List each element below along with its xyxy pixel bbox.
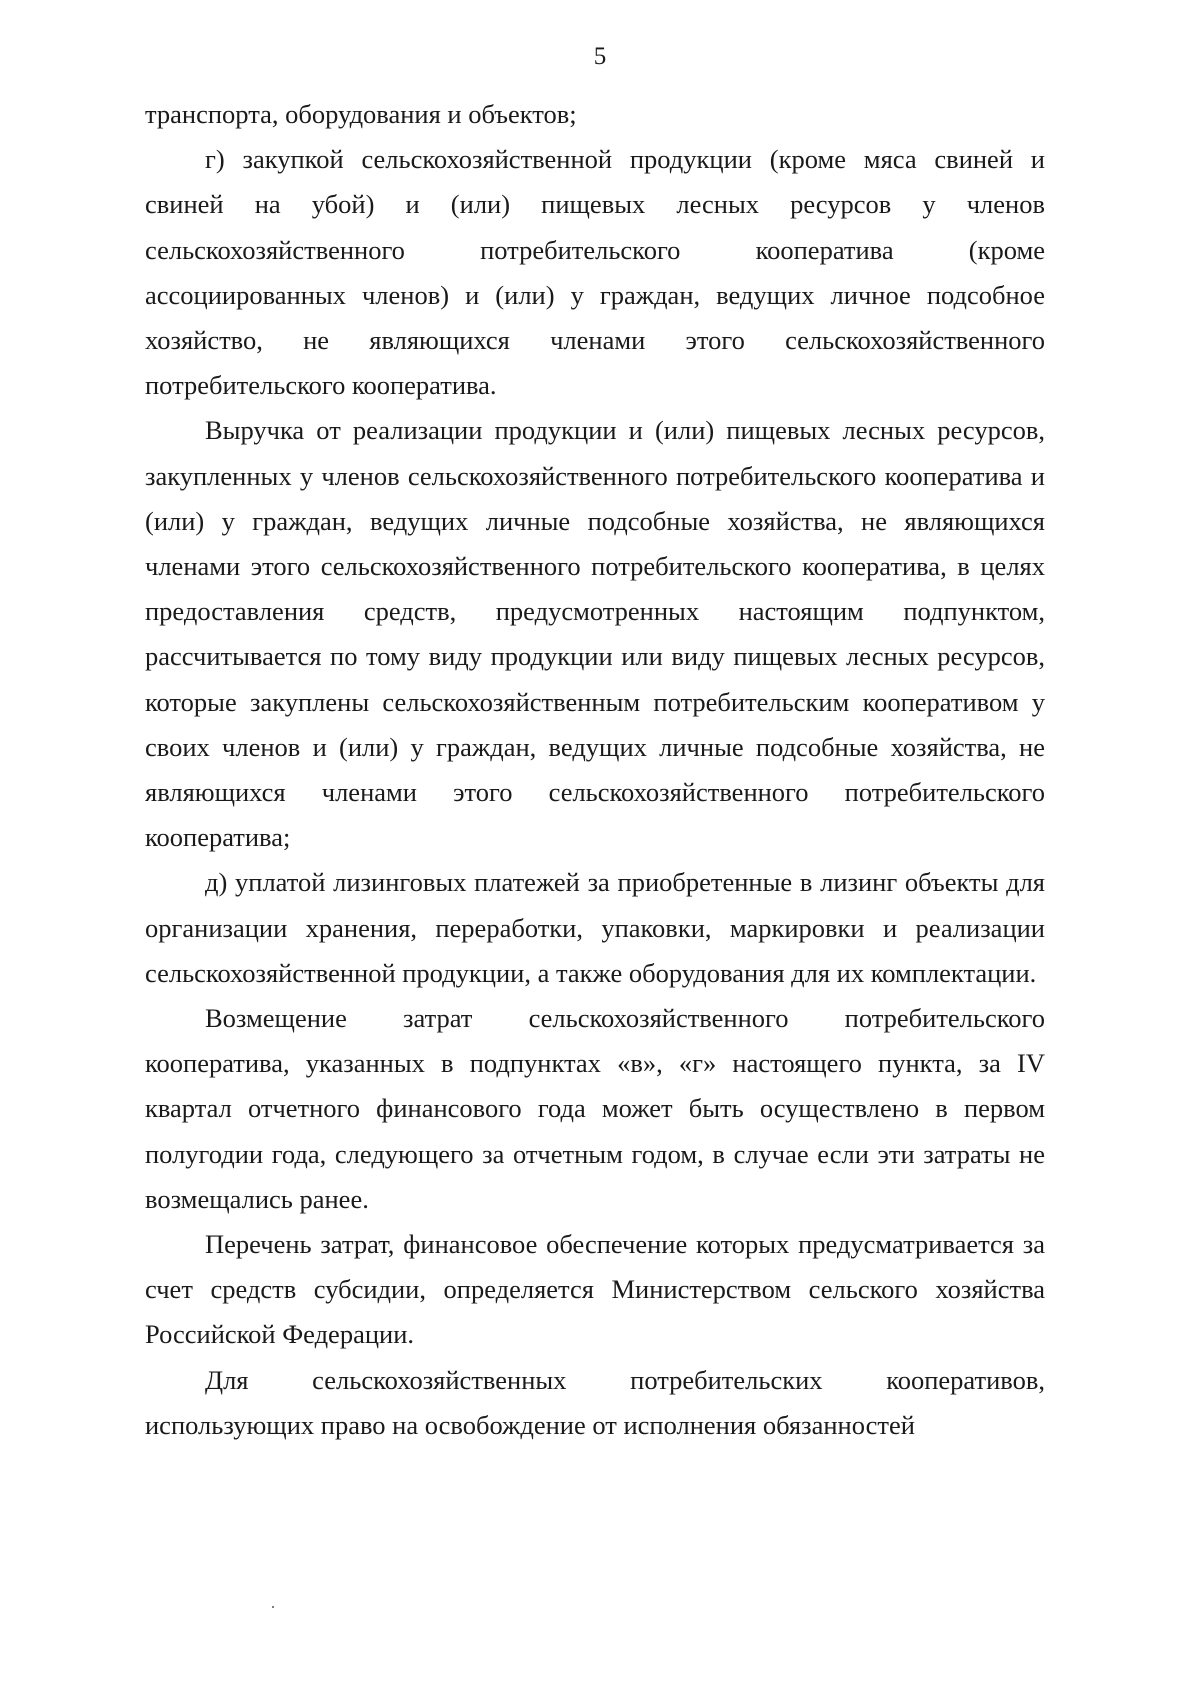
paragraph-cost-list: Перечень затрат, финансовое обеспечение которых предусматривается за счет средств субсидии, определяется Министерством сельского хозяйства Российской Федерации. <box>145 1229 1045 1350</box>
paragraph-transport-continuation: транспорта, оборудования и объектов; <box>145 99 577 129</box>
paragraph-item-g-purchase: г) закупкой сельскохозяйственной продукции (кроме мяса свиней и свиней на убой) и (или) пищевых лесных ресурсов у членов сельскохозяйственного потребительского кооператива (кроме ассоциированных членов) и (или) у граждан, ведущих личное подсобное хозяйство, не являющихся членами этого сельскохозяйственного потребительского кооператива. <box>145 144 1045 401</box>
paragraph-exemption: Для сельскохозяйственных потребительских кооперативов, использующих право на освобождение от исполнения обязанностей <box>145 1364 1045 1440</box>
scan-speck <box>272 1606 274 1608</box>
paragraph-revenue: Выручка от реализации продукции и (или) пищевых лесных ресурсов, закупленных у членов сельскохозяйственного потребительского кооператива и (или) у граждан, ведущих личные подсобные хозяйства, не являющихся членами этого сельскохозяйственного потребительского кооператива, в целях предоставления средств, предусмотренных настоящим подпунктом, рассчитывается по тому виду продукции или виду пищевых лесных ресурсов, которые закуплены сельскохозяйственным потребительским кооперативом у своих членов и (или) у граждан, ведущих личные подсобные хозяйства, не являющихся членами этого сельскохозяйственного потребительского кооператива; <box>145 415 1045 853</box>
page-number: 5 <box>593 43 607 70</box>
paragraph-cost-reimbursement: Возмещение затрат сельскохозяйственного потребительского кооператива, указанных в подпунктах «в», «г» настоящего пункта, за IV квартал отчетного финансового года может быть осуществлено в первом полугодии года, следующего за отчетным годом, в случае если эти затраты не возмещались ранее. <box>145 1003 1045 1214</box>
paragraph-item-d-leasing: д) уплатой лизинговых платежей за приобретенные в лизинг объекты для организации хранения, переработки, упаковки, маркировки и реализации сельскохозяйственной продукции, а также оборудования для их комплектации. <box>145 867 1045 988</box>
body-text <box>145 92 1045 1448</box>
